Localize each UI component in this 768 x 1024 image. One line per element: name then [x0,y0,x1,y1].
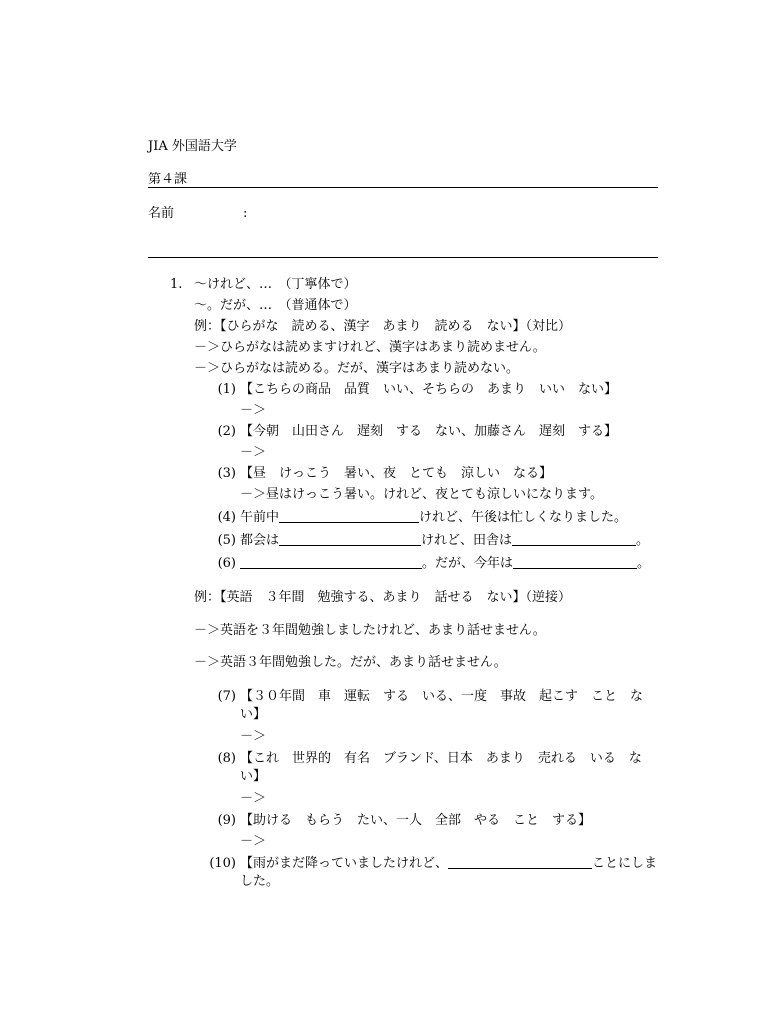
answer-arrow-1: －＞ [240,403,267,418]
question-number: (6) [217,556,236,571]
question-number: (4) [217,510,236,525]
question-3 [212,465,552,483]
question-5 [212,532,649,550]
question-number: (3) [217,466,236,481]
answer-arrow-9: －＞ [240,834,267,849]
question-number: (5) [217,533,236,548]
question-1 [212,381,617,399]
name-line [148,257,658,258]
question-4 [212,509,627,527]
example-1: 例：【ひらがな 読める、漢字 あまり 読める ない】（対比） [194,319,572,334]
fill-blank [240,555,422,569]
question-text-start: 【雨がまだ降っていましたけれど、 [240,856,449,871]
question-text-end: ことにしました。 [240,856,658,889]
answer-arrow-8: －＞ [240,791,267,806]
question-2 [212,423,617,441]
fill-blank [448,855,592,869]
example-1-answer-polite: －＞ひらがなは読めますけれど、漢字はあまり読めません。 [194,340,546,355]
question-9 [212,812,591,830]
question-number: (2) [217,424,236,439]
question-7 [212,688,660,724]
fill-blank [279,532,421,546]
school-name: JIA 外国語大学 [148,139,237,154]
question-6 [212,555,650,573]
question-8 [212,750,660,786]
example-2-answer-polite: －＞英語を３年間勉強しましたけれど、あまり話せません。 [194,623,546,638]
fill-blank [512,532,636,546]
example-2-answer-plain: －＞英語３年間勉強した。だが、あまり話せません。 [194,655,507,670]
question-number: (9) [217,813,236,828]
question-10 [206,855,660,891]
question-text: 【今朝 山田さん 遅刻 する ない、加藤さん 遅刻 する】 [240,424,618,439]
question-text-start: 午前中 [240,510,280,525]
lesson-title: 第４課 [148,172,188,187]
example-2: 例：【英語 ３年間 勉強する、あまり 話せる ない】（逆接） [194,590,572,605]
question-number: (10) [209,856,236,871]
divider-top [148,187,658,188]
question-text: 【助ける もらう たい、一人 全部 やる こと する】 [240,813,592,828]
section-number: 1. [170,277,183,292]
question-text: 【昼 けっこう 暑い、夜 とても 涼しい なる】 [240,466,553,481]
name-label: 名前 [148,206,175,221]
answer-3: －＞昼はけっこう暑い。けれど、夜とても涼しいになります。 [240,487,603,502]
answer-arrow-7: －＞ [240,729,267,744]
question-text-end: けれど、午後は忙しくなりました。 [419,510,628,525]
question-text-middle: けれど、田舎は [421,533,513,548]
question-text: 【これ 世界的 有名 ブランド、日本 あまり 売れる いる ない】 [240,751,642,784]
example-1-answer-plain: －＞ひらがなは読める。だが、漢字はあまり読めない。 [194,361,520,376]
question-text: 【こちらの商品 品質 いい、そちらの あまり いい ない】 [240,382,618,397]
question-number: (8) [217,751,236,766]
fill-blank [279,509,419,523]
answer-arrow-2: －＞ [240,445,267,460]
pattern-polite: ～けれど、… （丁寧体で） [194,277,357,292]
pattern-plain: ～。だが、… （普通体で） [194,298,357,313]
fill-blank [513,555,637,569]
name-colon: : [243,206,248,221]
question-text-middle: 。だが、今年は [422,556,514,571]
question-number: (7) [217,689,236,704]
question-text-end: 。 [637,556,651,571]
question-text: 【３０年間 車 運転 する いる、一度 事故 起こす こと ない】 [240,689,644,722]
question-text-end: 。 [636,533,650,548]
question-text-start: 都会は [240,533,280,548]
question-number: (1) [217,382,236,397]
